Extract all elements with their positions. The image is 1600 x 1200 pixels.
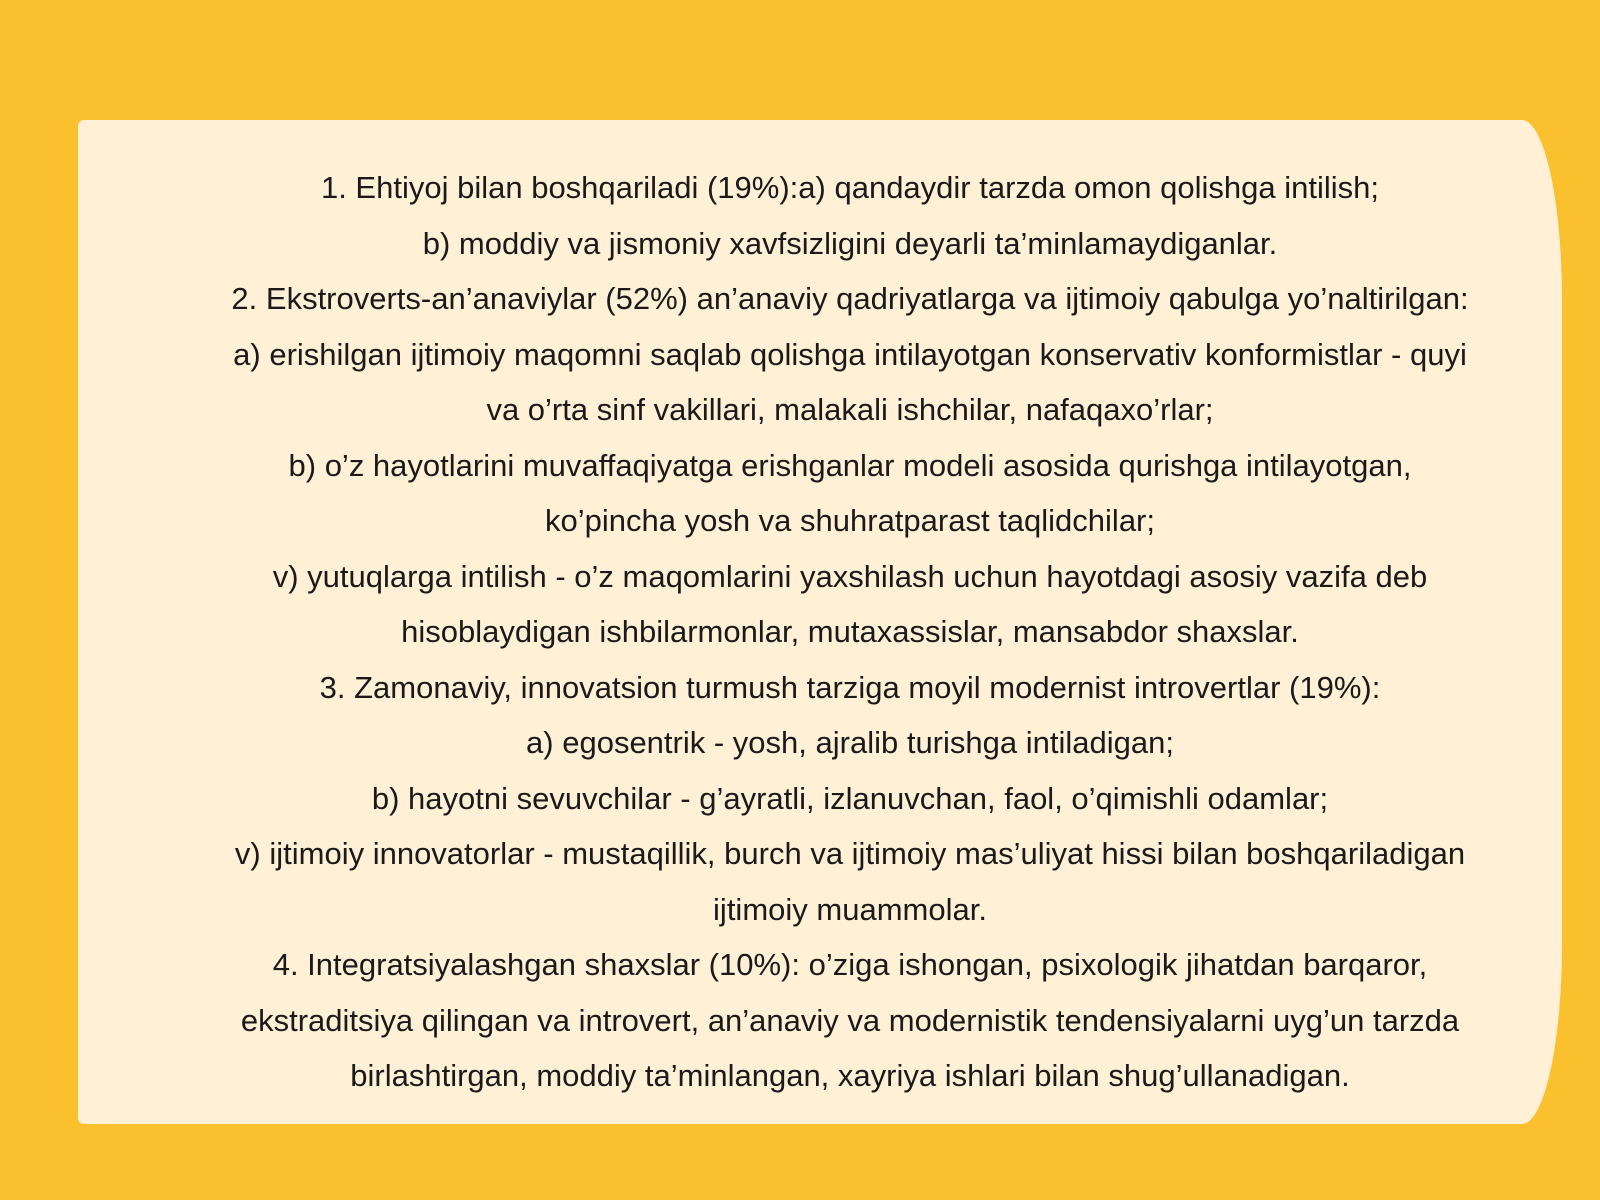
content-card (78, 120, 1562, 1124)
text-line: birlashtirgan, moddiy ta’minlangan, xayriya ishlari bilan shug’ullanadigan. (350, 1058, 1350, 1093)
text-line: 2. Ekstroverts-an’anaviylar (52%) an’anaviy qadriyatlarga va ijtimoiy qabulga yo’naltirilgan: (231, 281, 1469, 316)
text-line: b) o’z hayotlarini muvaffaqiyatga erishganlar modeli asosida qurishga intilayotgan, (288, 447, 1412, 483)
text-line: ko’pincha yosh va shuhratparast taqlidchilar; (544, 503, 1155, 538)
text-line: a) egosentrik - yosh, ajralib turishga intiladigan; (526, 725, 1174, 760)
text-line: a) erishilgan ijtimoiy maqomni saqlab qolishga intilayotgan konservativ konformistlar - quyi (233, 336, 1467, 372)
text-line: 1. Ehtiyoj bilan boshqariladi (19%):a) qandaydir tarzda omon qolishga intilish; (320, 170, 1380, 205)
text-line: v) ijtimoiy innovatorlar - mustaqillik, burch va ijtimoiy mas’uliyat hissi bilan boshqariladigan (234, 836, 1466, 871)
text-block (138, 160, 1562, 1104)
text-line: hisoblaydigan ishbilarmonlar, mutaxassislar, mansabdor shaxslar. (401, 614, 1299, 649)
text-line: ijtimoiy muammolar. (713, 891, 987, 927)
text-line: va o’rta sinf vakillari, malakali ishchilar, nafaqaxo’rlar; (486, 392, 1214, 427)
text-line: b) hayotni sevuvchilar - g’ayratli, izlanuvchan, faol, o’qimishli odamlar; (371, 780, 1329, 816)
text-line: ekstraditsiya qilingan va introvert, an’anaviy va modernistik tendensiyalarni uyg’un tarzda (240, 1002, 1460, 1038)
text-line: v) yutuqlarga intilish - o’z maqomlarini yaxshilash uchun hayotdagi asosiy vazifa deb (272, 558, 1428, 594)
text-line: 4. Integratsiyalashgan shaxslar (10%): o’ziga ishongan, psixologik jihatdan barqaror, (272, 947, 1428, 982)
text-line: b) moddiy va jismoniy xavfsizligini deyarli ta’minlamaydiganlar. (422, 225, 1278, 261)
text-line: 3. Zamonaviy, innovatsion turmush tarziga moyil modernist introvertlar (19%): (319, 669, 1381, 705)
